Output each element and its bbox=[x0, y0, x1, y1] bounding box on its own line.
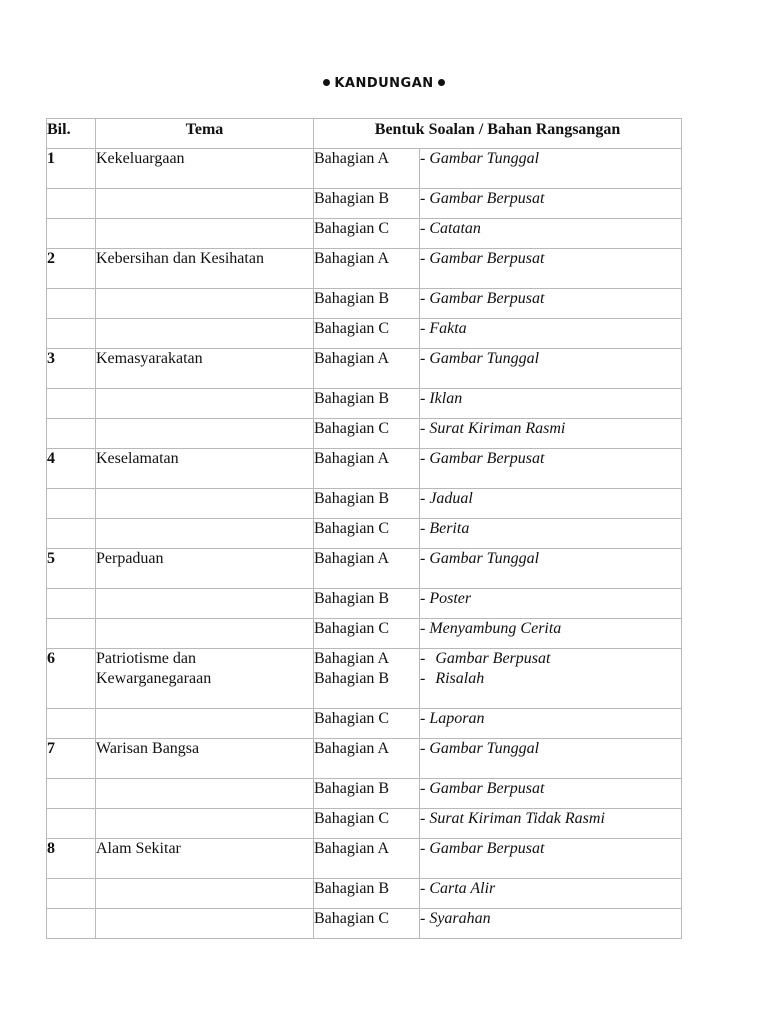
bahan-text: Iklan bbox=[429, 390, 463, 407]
cell-bahagian: Bahagian C bbox=[314, 809, 420, 839]
cell-tema bbox=[96, 809, 314, 839]
bahan-text: Fakta bbox=[429, 320, 467, 337]
bahan-text: Gambar Berpusat bbox=[429, 290, 545, 307]
cell-tema: Keselamatan bbox=[96, 449, 314, 489]
cell-bahan-rangsangan bbox=[420, 249, 682, 289]
cell-bahagian: Bahagian A bbox=[314, 249, 420, 289]
bahan-text: Gambar Tunggal bbox=[429, 740, 540, 757]
cell-bil: 1 bbox=[47, 149, 96, 189]
cell-bil bbox=[47, 779, 96, 809]
cell-bahagian: Bahagian C bbox=[314, 619, 420, 649]
bahan-item bbox=[420, 189, 681, 209]
table-row bbox=[47, 219, 682, 249]
bahan-item bbox=[420, 809, 681, 829]
cell-bil bbox=[47, 619, 96, 649]
table-row bbox=[47, 289, 682, 319]
cell-bil bbox=[47, 289, 96, 319]
cell-bahagian: Bahagian A bbox=[314, 549, 420, 589]
bahan-text: Gambar Berpusat bbox=[435, 650, 551, 667]
cell-bahan-rangsangan bbox=[420, 449, 682, 489]
bahan-text: Carta Alir bbox=[429, 880, 496, 897]
cell-tema: Kemasyarakatan bbox=[96, 349, 314, 389]
cell-tema bbox=[96, 909, 314, 939]
bahan-text: Menyambung Cerita bbox=[429, 620, 562, 637]
cell-bahagian: Bahagian C bbox=[314, 519, 420, 549]
cell-bahagian: Bahagian B bbox=[314, 489, 420, 519]
cell-bahan-rangsangan bbox=[420, 589, 682, 619]
page-title-text: KANDUNGAN bbox=[334, 76, 434, 91]
dash-marker: - bbox=[420, 450, 430, 467]
cell-bil bbox=[47, 319, 96, 349]
cell-bahan-rangsangan bbox=[420, 149, 682, 189]
cell-bahagian: Bahagian C bbox=[314, 419, 420, 449]
dash-marker: - bbox=[420, 250, 430, 267]
cell-tema bbox=[96, 619, 314, 649]
cell-bil: 2 bbox=[47, 249, 96, 289]
dash-marker: - bbox=[420, 190, 430, 207]
cell-bil: 6 bbox=[47, 649, 96, 709]
cell-bahagian: Bahagian B bbox=[314, 389, 420, 419]
table-row bbox=[47, 319, 682, 349]
dash-marker: - bbox=[420, 780, 430, 797]
cell-bahagian: Bahagian B bbox=[314, 879, 420, 909]
bahan-text: Surat Kiriman Tidak Rasmi bbox=[429, 810, 605, 827]
table-row bbox=[47, 249, 682, 289]
header-bentuk-soalan: Bentuk Soalan / Bahan Rangsangan bbox=[314, 119, 682, 149]
dash-marker: - bbox=[420, 520, 430, 537]
bahan-text: Syarahan bbox=[429, 910, 491, 927]
dash-marker: - bbox=[420, 840, 430, 857]
bahan-item bbox=[420, 779, 681, 799]
cell-tema bbox=[96, 519, 314, 549]
dash-marker: - bbox=[420, 880, 430, 897]
bahan-text: Gambar Berpusat bbox=[429, 450, 545, 467]
table-row bbox=[47, 389, 682, 419]
header-row bbox=[47, 119, 682, 149]
cell-bahan-rangsangan bbox=[420, 709, 682, 739]
cell-bahan-rangsangan bbox=[420, 809, 682, 839]
cell-bahagian: Bahagian C bbox=[314, 319, 420, 349]
bahan-item bbox=[420, 519, 681, 539]
bahan-text: Gambar Tunggal bbox=[429, 350, 540, 367]
bahan-text: Gambar Tunggal bbox=[429, 150, 540, 167]
bahan-text: Surat Kiriman Rasmi bbox=[429, 420, 566, 437]
dash-marker: - bbox=[420, 650, 430, 667]
dash-marker: - bbox=[420, 220, 430, 237]
table-row bbox=[47, 839, 682, 879]
cell-bahan-rangsangan bbox=[420, 319, 682, 349]
dash-marker: - bbox=[420, 669, 430, 687]
cell-tema: Kebersihan dan Kesihatan bbox=[96, 249, 314, 289]
cell-tema bbox=[96, 879, 314, 909]
bahan-item bbox=[420, 909, 681, 929]
cell-tema bbox=[96, 289, 314, 319]
bullet-icon bbox=[323, 79, 330, 86]
cell-bil bbox=[47, 809, 96, 839]
cell-bahagian: Bahagian A Bahagian B bbox=[314, 649, 420, 709]
bahan-item bbox=[420, 389, 681, 409]
table-row bbox=[47, 419, 682, 449]
cell-bil bbox=[47, 489, 96, 519]
bahan-text: Jadual bbox=[429, 490, 473, 507]
dash-marker: - bbox=[420, 910, 430, 927]
contents-table bbox=[46, 118, 682, 939]
table-row bbox=[47, 349, 682, 389]
table-row bbox=[47, 519, 682, 549]
cell-bil bbox=[47, 389, 96, 419]
bahan-item bbox=[420, 669, 681, 689]
cell-bil bbox=[47, 189, 96, 219]
dash-marker: - bbox=[420, 590, 430, 607]
table-row bbox=[47, 649, 682, 709]
cell-tema bbox=[96, 489, 314, 519]
cell-bahagian: Bahagian C bbox=[314, 709, 420, 739]
bahan-item bbox=[420, 589, 681, 609]
cell-bil bbox=[47, 909, 96, 939]
bahan-text: Gambar Tunggal bbox=[429, 550, 540, 567]
cell-tema bbox=[96, 219, 314, 249]
cell-tema: Kekeluargaan bbox=[96, 149, 314, 189]
cell-bahan-rangsangan bbox=[420, 489, 682, 519]
contents-body bbox=[47, 149, 682, 939]
dash-marker: - bbox=[420, 320, 430, 337]
bullet-icon bbox=[438, 79, 445, 86]
bahan-item bbox=[420, 289, 681, 309]
table-row bbox=[47, 779, 682, 809]
bahan-item bbox=[420, 319, 681, 339]
table-row bbox=[47, 449, 682, 489]
cell-tema: Warisan Bangsa bbox=[96, 739, 314, 779]
bahan-item bbox=[420, 549, 681, 569]
cell-tema bbox=[96, 189, 314, 219]
cell-tema: Patriotisme dan Kewarganegaraan bbox=[96, 649, 314, 709]
cell-bahan-rangsangan bbox=[420, 779, 682, 809]
bahan-text: Gambar Berpusat bbox=[429, 250, 545, 267]
table-row bbox=[47, 589, 682, 619]
header-bil: Bil. bbox=[47, 119, 96, 149]
cell-tema: Alam Sekitar bbox=[96, 839, 314, 879]
bahan-item bbox=[420, 249, 681, 269]
cell-bil bbox=[47, 519, 96, 549]
bahan-item bbox=[420, 449, 681, 469]
bahan-text: Poster bbox=[429, 590, 472, 607]
cell-bahan-rangsangan bbox=[420, 349, 682, 389]
table-row bbox=[47, 709, 682, 739]
cell-tema bbox=[96, 419, 314, 449]
dash-marker: - bbox=[420, 620, 430, 637]
table-row bbox=[47, 189, 682, 219]
cell-bahagian: Bahagian C bbox=[314, 219, 420, 249]
dash-marker: - bbox=[420, 390, 430, 407]
table-row bbox=[47, 549, 682, 589]
table-row bbox=[47, 879, 682, 909]
cell-bahagian: Bahagian A bbox=[314, 349, 420, 389]
table-row bbox=[47, 149, 682, 189]
cell-bahan-rangsangan bbox=[420, 649, 682, 709]
table-row bbox=[47, 739, 682, 779]
cell-bahagian: Bahagian B bbox=[314, 189, 420, 219]
cell-tema bbox=[96, 779, 314, 809]
cell-bil: 4 bbox=[47, 449, 96, 489]
cell-bahan-rangsangan bbox=[420, 389, 682, 419]
bahan-text: Gambar Berpusat bbox=[429, 190, 545, 207]
cell-bahan-rangsangan bbox=[420, 739, 682, 779]
bahan-text: Catatan bbox=[429, 220, 481, 237]
dash-marker: - bbox=[420, 150, 430, 167]
table-row bbox=[47, 489, 682, 519]
table-row bbox=[47, 619, 682, 649]
table-row bbox=[47, 809, 682, 839]
cell-bil: 7 bbox=[47, 739, 96, 779]
bahan-item bbox=[420, 649, 681, 669]
cell-bahan-rangsangan bbox=[420, 219, 682, 249]
cell-bahan-rangsangan bbox=[420, 419, 682, 449]
cell-tema bbox=[96, 589, 314, 619]
bahan-item bbox=[420, 709, 681, 729]
cell-bil: 8 bbox=[47, 839, 96, 879]
cell-bahan-rangsangan bbox=[420, 619, 682, 649]
cell-bahagian: Bahagian A bbox=[314, 839, 420, 879]
dash-marker: - bbox=[420, 810, 430, 827]
cell-bahagian: Bahagian A bbox=[314, 739, 420, 779]
cell-bahagian: Bahagian A bbox=[314, 149, 420, 189]
cell-bahan-rangsangan bbox=[420, 189, 682, 219]
cell-bahan-rangsangan bbox=[420, 879, 682, 909]
cell-tema bbox=[96, 709, 314, 739]
cell-bil bbox=[47, 219, 96, 249]
cell-bahagian: Bahagian B bbox=[314, 289, 420, 319]
bahan-text: Berita bbox=[429, 520, 470, 537]
dash-marker: - bbox=[420, 490, 430, 507]
dash-marker: - bbox=[420, 710, 430, 727]
dash-marker: - bbox=[420, 420, 430, 437]
cell-bahagian: Bahagian C bbox=[314, 909, 420, 939]
cell-tema bbox=[96, 319, 314, 349]
cell-bil: 3 bbox=[47, 349, 96, 389]
cell-bahan-rangsangan bbox=[420, 549, 682, 589]
bahan-text: Gambar Berpusat bbox=[429, 780, 545, 797]
bahan-text: Gambar Berpusat bbox=[429, 840, 545, 857]
cell-bahagian: Bahagian A bbox=[314, 449, 420, 489]
table-row bbox=[47, 909, 682, 939]
dash-marker: - bbox=[420, 350, 430, 367]
cell-bahan-rangsangan bbox=[420, 909, 682, 939]
page-title bbox=[0, 76, 768, 91]
cell-bahagian: Bahagian B bbox=[314, 589, 420, 619]
bahan-item bbox=[420, 419, 681, 439]
cell-bahan-rangsangan bbox=[420, 289, 682, 319]
dash-marker: - bbox=[420, 550, 430, 567]
bahan-item bbox=[420, 839, 681, 859]
bahan-item bbox=[420, 739, 681, 759]
cell-bil bbox=[47, 879, 96, 909]
bahan-item bbox=[420, 349, 681, 369]
dash-marker: - bbox=[420, 290, 430, 307]
cell-bahan-rangsangan bbox=[420, 839, 682, 879]
bahan-item bbox=[420, 149, 681, 169]
bahan-item bbox=[420, 619, 681, 639]
cell-bil: 5 bbox=[47, 549, 96, 589]
bahan-item bbox=[420, 219, 681, 239]
cell-bil bbox=[47, 589, 96, 619]
bahan-text: Risalah bbox=[435, 669, 485, 687]
cell-bil bbox=[47, 419, 96, 449]
cell-bahagian: Bahagian B bbox=[314, 779, 420, 809]
cell-tema: Perpaduan bbox=[96, 549, 314, 589]
cell-tema bbox=[96, 389, 314, 419]
dash-marker: - bbox=[420, 740, 430, 757]
bahan-text: Laporan bbox=[429, 710, 485, 727]
cell-bahan-rangsangan bbox=[420, 519, 682, 549]
bahan-item bbox=[420, 879, 681, 899]
cell-bil bbox=[47, 709, 96, 739]
bahan-item bbox=[420, 489, 681, 509]
header-tema: Tema bbox=[96, 119, 314, 149]
